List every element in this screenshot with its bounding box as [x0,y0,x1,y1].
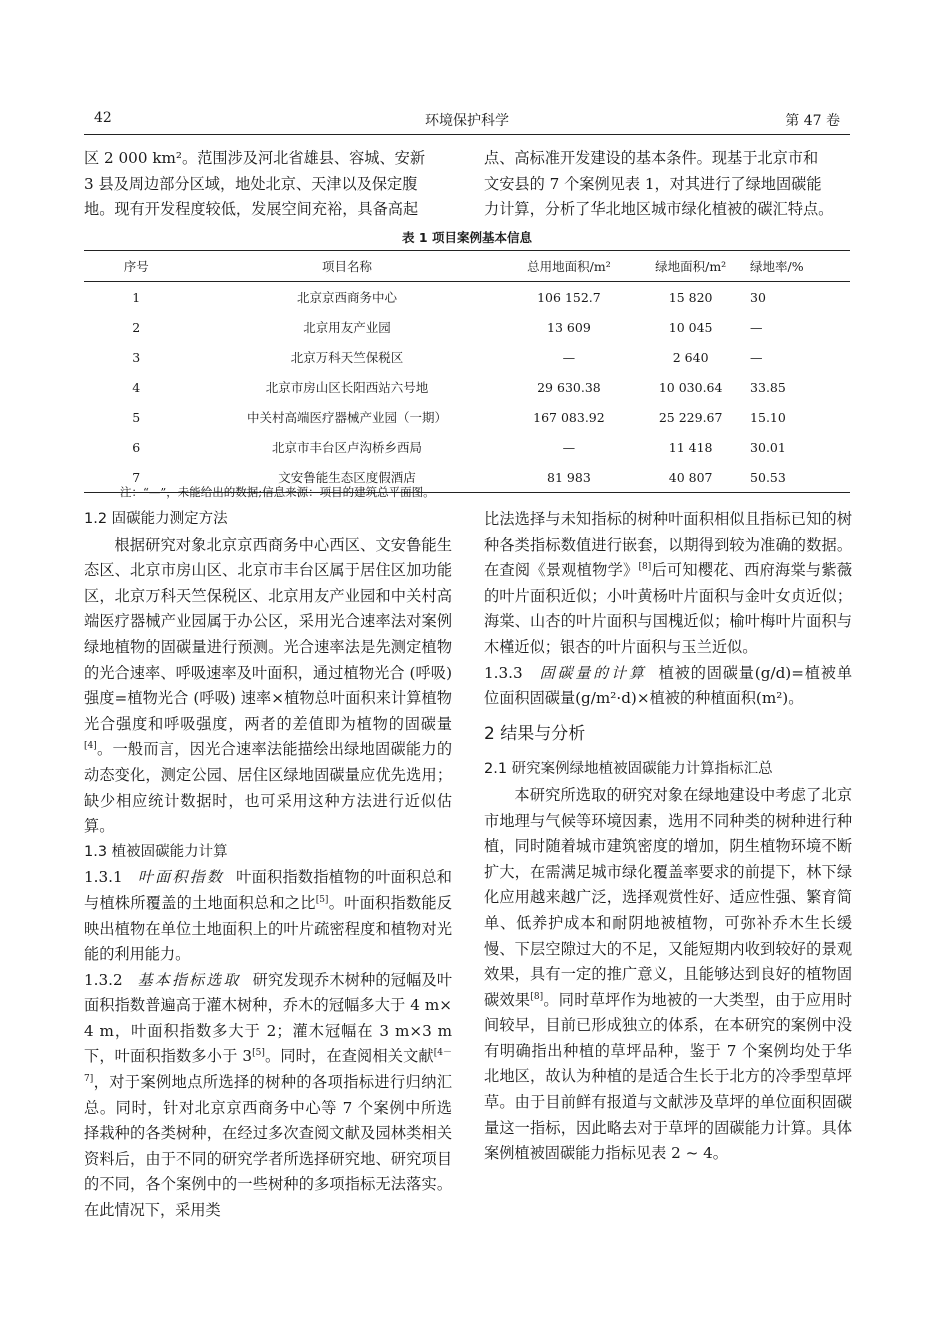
left-column [84,507,452,1224]
cell-total: 13 609 [547,319,591,335]
cell-name: 北京用友产业园 [303,320,391,335]
table-header-row [84,251,850,282]
running-header [84,110,850,135]
top-left-text [84,146,452,223]
text-line: 区 2 000 km²。范围涉及河北省雄县、容城、安新 [84,149,426,167]
cell-no: 3 [132,349,141,365]
cell-name: 文安鲁能生态区度假酒店 [188,462,505,493]
section-heading: 2.1 研究案例绿地植被固碳能力计算指标汇总 [484,761,773,778]
cell-green: 10 045 [668,319,713,335]
cell-rate: — [750,349,763,365]
cell-total: 81 983 [506,462,633,493]
text-line: 文安县的 7 个案例见表 1，对其进行了绿地固碳能 [484,174,822,193]
cell-green: 2 640 [672,349,709,365]
citation: [5] [252,1048,265,1059]
cell-rate: 30.01 [750,439,786,455]
right-column [484,507,852,1167]
paragraph: 1.3.3 固碳量的计算 植被的固碳量(g/d)=植被单位面积固碳量(g/m²·d)×植被的种植面积(m²)。 [484,663,853,708]
cell-rate: 15.10 [750,409,786,425]
cell-no: 4 [132,379,141,395]
cell-total: — [562,349,576,365]
header-total-area: 总用地面积/m² [506,251,633,282]
section-heading: 1.3 植被固碳能力计算 [84,843,228,860]
cell-rate: 33.85 [750,379,786,395]
text-line: 地。现有开发程度较低，发展空间充裕，具备高起 [84,200,419,219]
cell-green: 25 229.67 [658,409,723,425]
citation: [5] [315,894,329,905]
top-right-text [484,146,852,223]
cell-name: 北京市房山区长阳西站六号地 [265,380,429,395]
table-note: 注：“—”，未能给出的数据;信息来源：项目的建筑总平面图。 [120,485,435,499]
citation: [8] [638,562,652,573]
paragraph: 1.3.1 叶面积指数 叶面积指数指植物的叶面积总和与植株所覆盖的土地面积总和之比[5]。叶面积指数能反映出植物在单位土地面积上的叶片疏密程度和植物对光能的利用能力。 [84,868,453,964]
cell-name: 北京万科天竺保税区 [290,350,404,365]
text-line: 点、高标准开发建设的基本条件。现基于北京市和 [484,149,819,167]
cell-name: 北京京西商务中心 [297,290,398,305]
cell-no: 2 [132,319,141,335]
header-green-rate: 绿地率/% [749,251,850,282]
citation: [4－7] [84,1048,452,1084]
cell-total: 29 630.38 [537,379,601,395]
volume-label: 第 47 卷 [785,113,840,129]
table-row [84,282,850,313]
cell-no: 5 [132,409,141,425]
cell-green: 11 418 [668,439,713,455]
section-heading: 1.2 固碳能力测定方法 [84,511,228,527]
table-row [84,342,850,372]
citation: [4] [84,741,97,752]
subsection-title: 固碳量的计算 [539,663,647,682]
cell-green: 10 030.64 [658,379,723,395]
paragraph: 根据研究对象北京京西商务中心西区、文安鲁能生态区、北京市房山区、北京市丰台区属于居住区加功能区，北京万科天竺保税区、北京用友产业园和中关村高端医疗器械产业园属于办公区，采用光合速率法对案例绿地植物的固碳量进行预测。光合速率法是先测定植物的光合速率、呼吸速率及叶面积，通过植物光合 (呼吸) 强度=植物光合 (呼吸) 速率×植物总叶面积来计算植物光合强度和呼吸强度，两者的差值即为植物的固碳量[4]。一般而言，因光合速率法能描绘出绿地固碳能力的动态变化，测定公园、居住区绿地固碳量应优先选用；缺少相应统计数据时，也可采用这种方法进行近似估算。 [84,535,452,836]
cell-total: 106 152.7 [537,289,601,305]
header-name: 项目名称 [188,251,505,282]
text-line: 力计算，分析了华北地区城市绿化植被的碳汇特点。 [484,200,834,219]
cell-rate: 30 [750,289,766,305]
cell-name: 中关村高端医疗器械产业园（一期） [247,410,448,425]
cell-no: 7 [84,462,188,493]
paragraph: 1.3.2 基本指标选取 研究发现乔木树种的冠幅及叶面积指数普遍高于灌木树种，乔木的冠幅多大于 4 m×4 m，叶面积指数多大于 2；灌木冠幅在 3 m×3 m 下，叶面积指数多小于 3[5]。同时，在查阅相关文献[4－7]，对于案例地点所选择的树种的各项指标进行归纳汇总。同时，针对北京京西商务中心等 7 个案例中所选择栽种的各类树种，在经过多次查阅文献及园林类相关资料后，由于不同的研究学者所选择研究地、研究项目的不同，各个案例中的一些树种的多项指标无法落实。在此情况下，采用类 [84,970,453,1220]
cell-rate: — [750,319,763,335]
section-heading: 2 结果与分析 [484,723,586,744]
cell-total: 167 083.92 [533,409,605,425]
cell-total: — [562,439,576,455]
text-line: 3 县及周边部分区域，地处北京、天津以及保定腹 [84,174,418,193]
cell-rate: 50.53 [749,462,850,493]
paragraph: 比法选择与未知指标的树种叶面积相似且指标已知的树种各类指标数值进行嵌套，以期得到较为准确的数据。在查阅《景观植物学》[8]后可知樱花、西府海棠与紫薇的叶片面积近似；小叶黄杨叶片面积与金叶女贞近似；海棠、山杏的叶片面积与国槐近似；榆叶梅叶片面积与木槿近似；银杏的叶片面积与玉兰近似。 [484,510,853,656]
table-row [84,372,850,402]
cell-name: 北京市丰台区卢沟桥乡西局 [272,440,423,455]
project-info-table [84,250,850,493]
cell-no: 1 [132,289,141,305]
citation: [8] [530,991,544,1002]
table-row [84,402,850,432]
cell-green: 15 820 [668,289,713,305]
subsection-title: 基本指标选取 [137,970,241,989]
paragraph: 本研究所选取的研究对象在绿地建设中考虑了北京市地理与气候等环境因素，选用不同种类的树种进行种植，同时随着城市建筑密度的增加，阴生植物环境不断扩大，在需满足城市绿化覆盖率要求的前提下，林下绿化应用越来越广泛，选择观赏性好、适应性强、繁育简单、低养护成本和耐阴地被植物，可弥补乔木生长缓慢、下层空隙过大的不足，又能短期内收到较好的景观效果，具有一定的推广意义，且能够达到良好的植物固碳效果[8]。同时草坪作为地被的一大类型，由于应用时间较早，目前已形成独立的体系，在本研究的案例中没有明确指出种植的草坪品种，鉴于 7 个案例均处于华北地区，故认为种植的是适合生长于北方的冷季型草坪草。由于目前鲜有报道与文献涉及草坪的单位面积固碳量这一指标，因此略去对于草坪的固碳能力计算。具体案例植被固碳能力指标见表 2 ~ 4。 [484,785,853,1163]
subsection-title: 叶面积指数 [137,868,225,887]
cell-green: 40 807 [632,462,749,493]
table-row [84,312,850,342]
page-number: 42 [94,110,112,126]
journal-title: 环境保护科学 [425,113,509,129]
header-no: 序号 [84,251,188,282]
header-green-area: 绿地面积/m² [632,251,749,282]
cell-no: 6 [132,439,141,455]
table-caption: 表 1 项目案例基本信息 [402,230,532,245]
table-row [84,432,850,462]
